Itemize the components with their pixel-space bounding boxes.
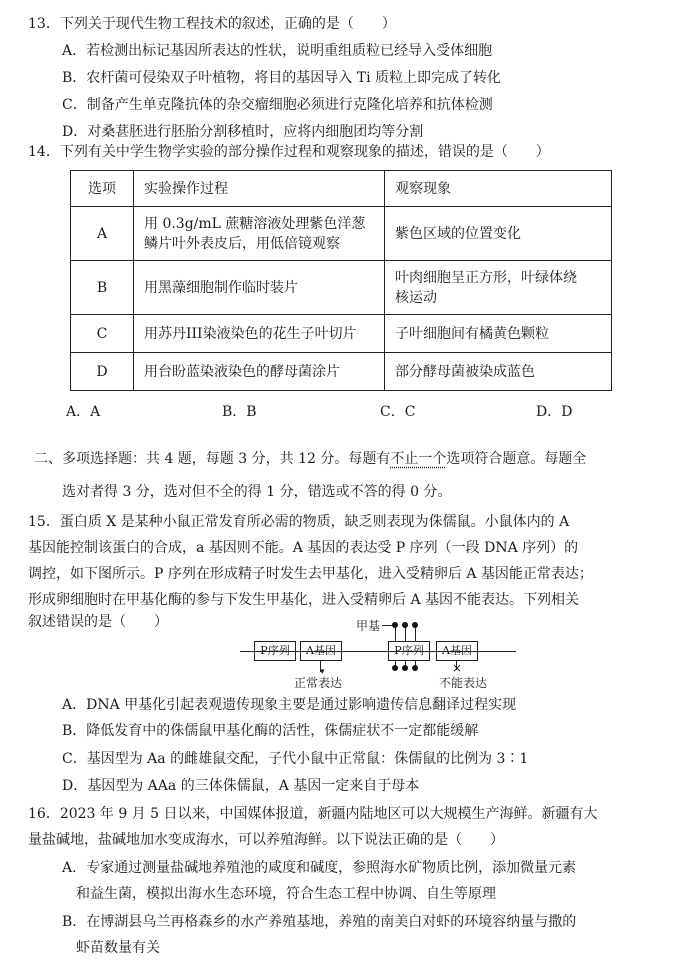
q16-option-a: A．专家通过测量盐碱地养殖池的咸度和碱度，参照海水矿物质比例，添加微量元素 bbox=[62, 860, 577, 876]
methyl-label: 甲基 bbox=[356, 619, 381, 633]
q14-stem: 14．下列有关中学生物学实验的部分操作过程和观察现象的描述，错误的是（ ） bbox=[28, 144, 550, 160]
table-cell-phenomenon: 叶肉细胞呈正方形，叶绿体绕 核运动 bbox=[385, 261, 612, 315]
q15-option-a: A．DNA 甲基化引起表观遗传现象主要是通过影响遗传信息翻译过程实现 bbox=[62, 697, 517, 713]
section-instructions: 选对者得 3 分，选对但不全的得 1 分，错选或不答的得 0 分。 bbox=[62, 484, 452, 500]
table-row bbox=[71, 315, 612, 353]
table-row bbox=[71, 261, 612, 315]
table-cell-process: 用台盼蓝染液染色的酵母菌涂片 bbox=[134, 353, 385, 391]
table-cell-phenomenon: 子叶细胞间有橘黄色颗粒 bbox=[385, 315, 612, 353]
a-gene-box: A基因 bbox=[436, 641, 478, 661]
q16-stem-line: 16．2023 年 9 月 5 日以来，中国媒体报道，新疆内陆地区可以大规模生产海鲜。新疆有大 bbox=[28, 806, 598, 822]
q16-option-b-cont: 虾苗数量有关 bbox=[76, 940, 160, 956]
table-header: 选项 bbox=[71, 171, 134, 207]
arrow-head-icon: ▾ bbox=[320, 667, 325, 677]
q15-option-c: C．基因型为 Aa 的雌雄鼠交配，子代小鼠中正常鼠：侏儒鼠的比例为 3∶1 bbox=[62, 751, 529, 767]
table-header: 实验操作过程 bbox=[134, 171, 385, 207]
table-row bbox=[71, 353, 612, 391]
p-sequence-box: P序列 bbox=[254, 641, 296, 661]
q13-option-a: A．若检测出标记基因所表达的性状，说明重组质粒已经导入受体细胞 bbox=[62, 43, 493, 59]
table-cell-option: D bbox=[71, 353, 134, 391]
q15-option-d: D．基因型为 AAa 的三体侏儒鼠，A 基因一定来自于母本 bbox=[62, 778, 420, 794]
methyl-bond bbox=[415, 628, 416, 641]
q14-answer-c: C．C bbox=[380, 404, 416, 420]
methyl-bond bbox=[395, 628, 396, 641]
q15-stem-line: 调控，如下图所示。P 序列在形成精子时发生去甲基化，进入受精卵后 A 基因能正常表达； bbox=[28, 566, 593, 582]
q13-option-d: D．对桑葚胚进行胚胎分割移植时，应将内细胞团均等分割 bbox=[62, 124, 424, 140]
table-cell-option: C bbox=[71, 315, 134, 353]
blocked-mark-icon: × bbox=[452, 661, 463, 675]
emphasis-text: 不止一个 bbox=[390, 451, 447, 467]
methyl-dot bbox=[402, 665, 408, 671]
q16-option-b: B．在博湖县乌兰再格森乡的水产养殖基地，养殖的南美白对虾的环境容纳量与撒的 bbox=[62, 914, 577, 930]
methyl-pointer-line bbox=[382, 625, 392, 626]
section-header: 二、多项选择题：共 4 题，每题 3 分，共 12 分。每题有不止一个选项符合题意。每题全 bbox=[34, 451, 587, 467]
q16-stem-line: 量盐碱地，盐碱地加水变成海水，可以养殖海鲜。以下说法正确的是（ ） bbox=[28, 832, 504, 848]
q16-option-a-cont: 和益生菌，模拟出海水生态环境，符合生态工程中协调、自生等原理 bbox=[76, 886, 496, 902]
table-cell-option: B bbox=[71, 261, 134, 315]
q13-option-c: C．制备产生单克隆抗体的杂交瘤细胞必须进行克隆化培养和抗体检测 bbox=[62, 97, 493, 113]
q13-option-b: B．农杆菌可侵染双子叶植物，将目的基因导入 Ti 质粒上即完成了转化 bbox=[62, 70, 502, 86]
normal-expression-label: 正常表达 bbox=[294, 676, 343, 690]
methyl-bond bbox=[405, 628, 406, 641]
table-cell-option: A bbox=[71, 207, 134, 261]
q14-answer-a: A．A bbox=[66, 404, 101, 420]
experiment-table bbox=[70, 170, 612, 391]
table-cell-process: 用黑藻细胞制作临时装片 bbox=[134, 261, 385, 315]
methyl-dot bbox=[392, 665, 398, 671]
q15-stem-line: 形成卵细胞时在甲基化酶的参与下发生甲基化，进入受精卵后 A 基因不能表达。下列相关 bbox=[28, 592, 580, 608]
q13-stem: 13．下列关于现代生物工程技术的叙述，正确的是（ ） bbox=[28, 16, 396, 32]
q15-stem-line: 15．蛋白质 X 是某种小鼠正常发育所必需的物质，缺乏则表现为侏儒鼠。小鼠体内的 A bbox=[28, 514, 570, 530]
table-row bbox=[71, 207, 612, 261]
q14-answer-d: D．D bbox=[536, 404, 573, 420]
table-header: 观察现象 bbox=[385, 171, 612, 207]
q15-stem-line: 叙述错误的是（ ） bbox=[28, 614, 168, 630]
q14-answer-b: B．B bbox=[222, 404, 257, 420]
table-cell-process: 用苏丹III染液染色的花生子叶切片 bbox=[134, 315, 385, 353]
table-header-row bbox=[71, 171, 612, 207]
methyl-dot bbox=[412, 665, 418, 671]
table-cell-process: 用 0.3g/mL 蔗糖溶液处理紫色洋葱 鳞片叶外表皮后，用低倍镜观察 bbox=[134, 207, 385, 261]
table-cell-phenomenon: 紫色区域的位置变化 bbox=[385, 207, 612, 261]
a-gene-box: A基因 bbox=[300, 641, 342, 661]
no-expression-label: 不能表达 bbox=[439, 676, 488, 690]
p-sequence-box: P序列 bbox=[388, 641, 430, 661]
q15-option-b: B．降低发育中的侏儒鼠甲基化酶的活性，侏儒症状不一定都能缓解 bbox=[62, 723, 479, 739]
table-cell-phenomenon: 部分酵母菌被染成蓝色 bbox=[385, 353, 612, 391]
q15-stem-line: 基因能控制该蛋白的合成，a 基因则不能。A 基因的表达受 P 序列（一段 DNA 序列）的 bbox=[28, 540, 579, 556]
